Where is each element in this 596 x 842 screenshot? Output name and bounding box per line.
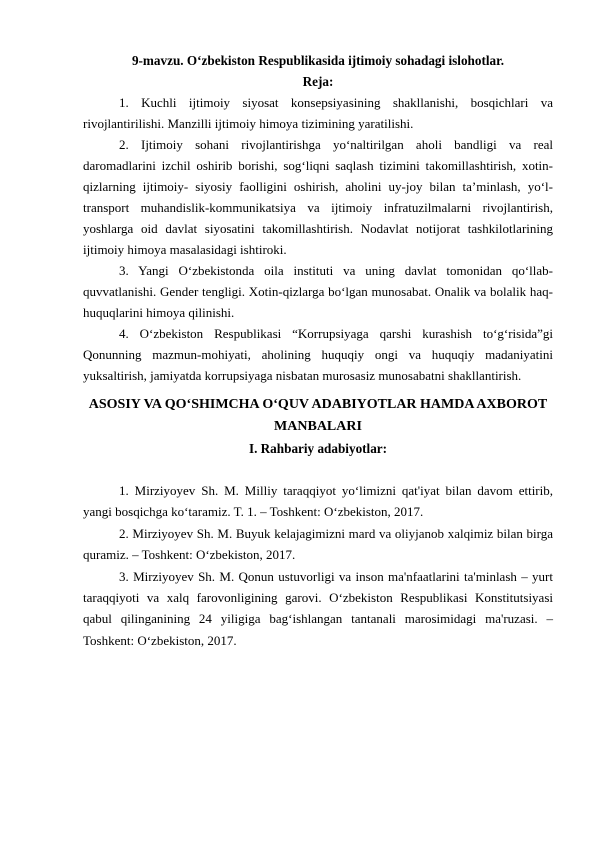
- literature-list: [83, 480, 553, 651]
- literature-subheading: I. Rahbariy adabiyotlar:: [248, 441, 388, 456]
- literature-item-2: 2. Mirziyoyev Sh. M. Buyuk kelajagimizni mard va oliyjanob xalqimiz bilan birga quramiz. – Toshkent: O‘zbekiston, 2017.: [83, 525, 553, 563]
- plan-item-4: 4. O‘zbekiston Respublikasi “Korrupsiyaga qarshi kurashish to‘g‘risida”gi Qonunning mazmun-mohiyati, aholining huquqiy ongi va huquqiy madaniyatini yuksaltirish, jamiyatda korrupsiyaga nisbatan murosasiz munosabatni shakllantirish.: [83, 326, 553, 383]
- document-page: [83, 50, 553, 651]
- plan-item-2: 2. Ijtimoiy sohani rivojlantirishga yo‘naltirilgan aholi bandligi va real daromadlarini izchil oshirib borishi, sog‘liqni saqlash tizimini takomillashtirish, xotin-qizlarning ijtimoiy- siyosiy faolligini oshirish, aholini uy-joy bilan ta’minlash, yo‘l-transport muhandislik-kommunikatsiya va ijtimoiy infratuzilmalarni rivojlantirish, yoshlarga oid davlat siyosatini takomillashtirish. Nodavlat notijorat tashkilotlarining ijtimoiy himoya masalasidagi ishtiroki.: [83, 137, 553, 257]
- topic-title: 9-mavzu. O‘zbekiston Respublikasida ijtimoiy sohadagi islohotlar.: [131, 53, 505, 68]
- plan-item-1: 1. Kuchli ijtimoiy siyosat konsepsiyasining shakllanishi, bosqichlari va rivojlantirilishi. Manzilli ijtimoiy himoya tizimining yaratilishi.: [83, 95, 553, 131]
- plan-list: [83, 92, 553, 386]
- literature-heading: ASOSIY VA QO‘SHIMCHA O‘QUV ADABIYOTLAR HAMDA AXBOROT MANBALARI: [88, 397, 548, 434]
- literature-item-1: 1. Mirziyoyev Sh. M. Milliy taraqqiyot yo‘limizni qat'iyat bilan davom ettirib, yangi bosqichga ko‘taramiz. T. 1. – Toshkent: O‘zbekiston, 2017.: [83, 483, 553, 520]
- plan-label: Reja:: [302, 74, 334, 89]
- plan-item-3: 3. Yangi O‘zbekistonda oila instituti va uning davlat tomonidan qo‘llab-quvvatlanishi. Gender tengligi. Xotin-qizlarga bo‘lgan munosabat. Onalik va bolalik haq-huquqlarini himoya qilinishi.: [83, 263, 553, 320]
- literature-item-3: 3. Mirziyoyev Sh. M. Qonun ustuvorligi va inson ma'nfaatlarini ta'minlash – yurt taraqqiyoti va xalq farovonligining garovi. O‘zbekiston Respublikasi Konstitutsiyasi qabul qilinganining 24 yiligiga bag‘ishlangan tantanali marosimidagi ma'ruzasi. – Toshkent: O‘zbekiston, 2017.: [83, 568, 553, 648]
